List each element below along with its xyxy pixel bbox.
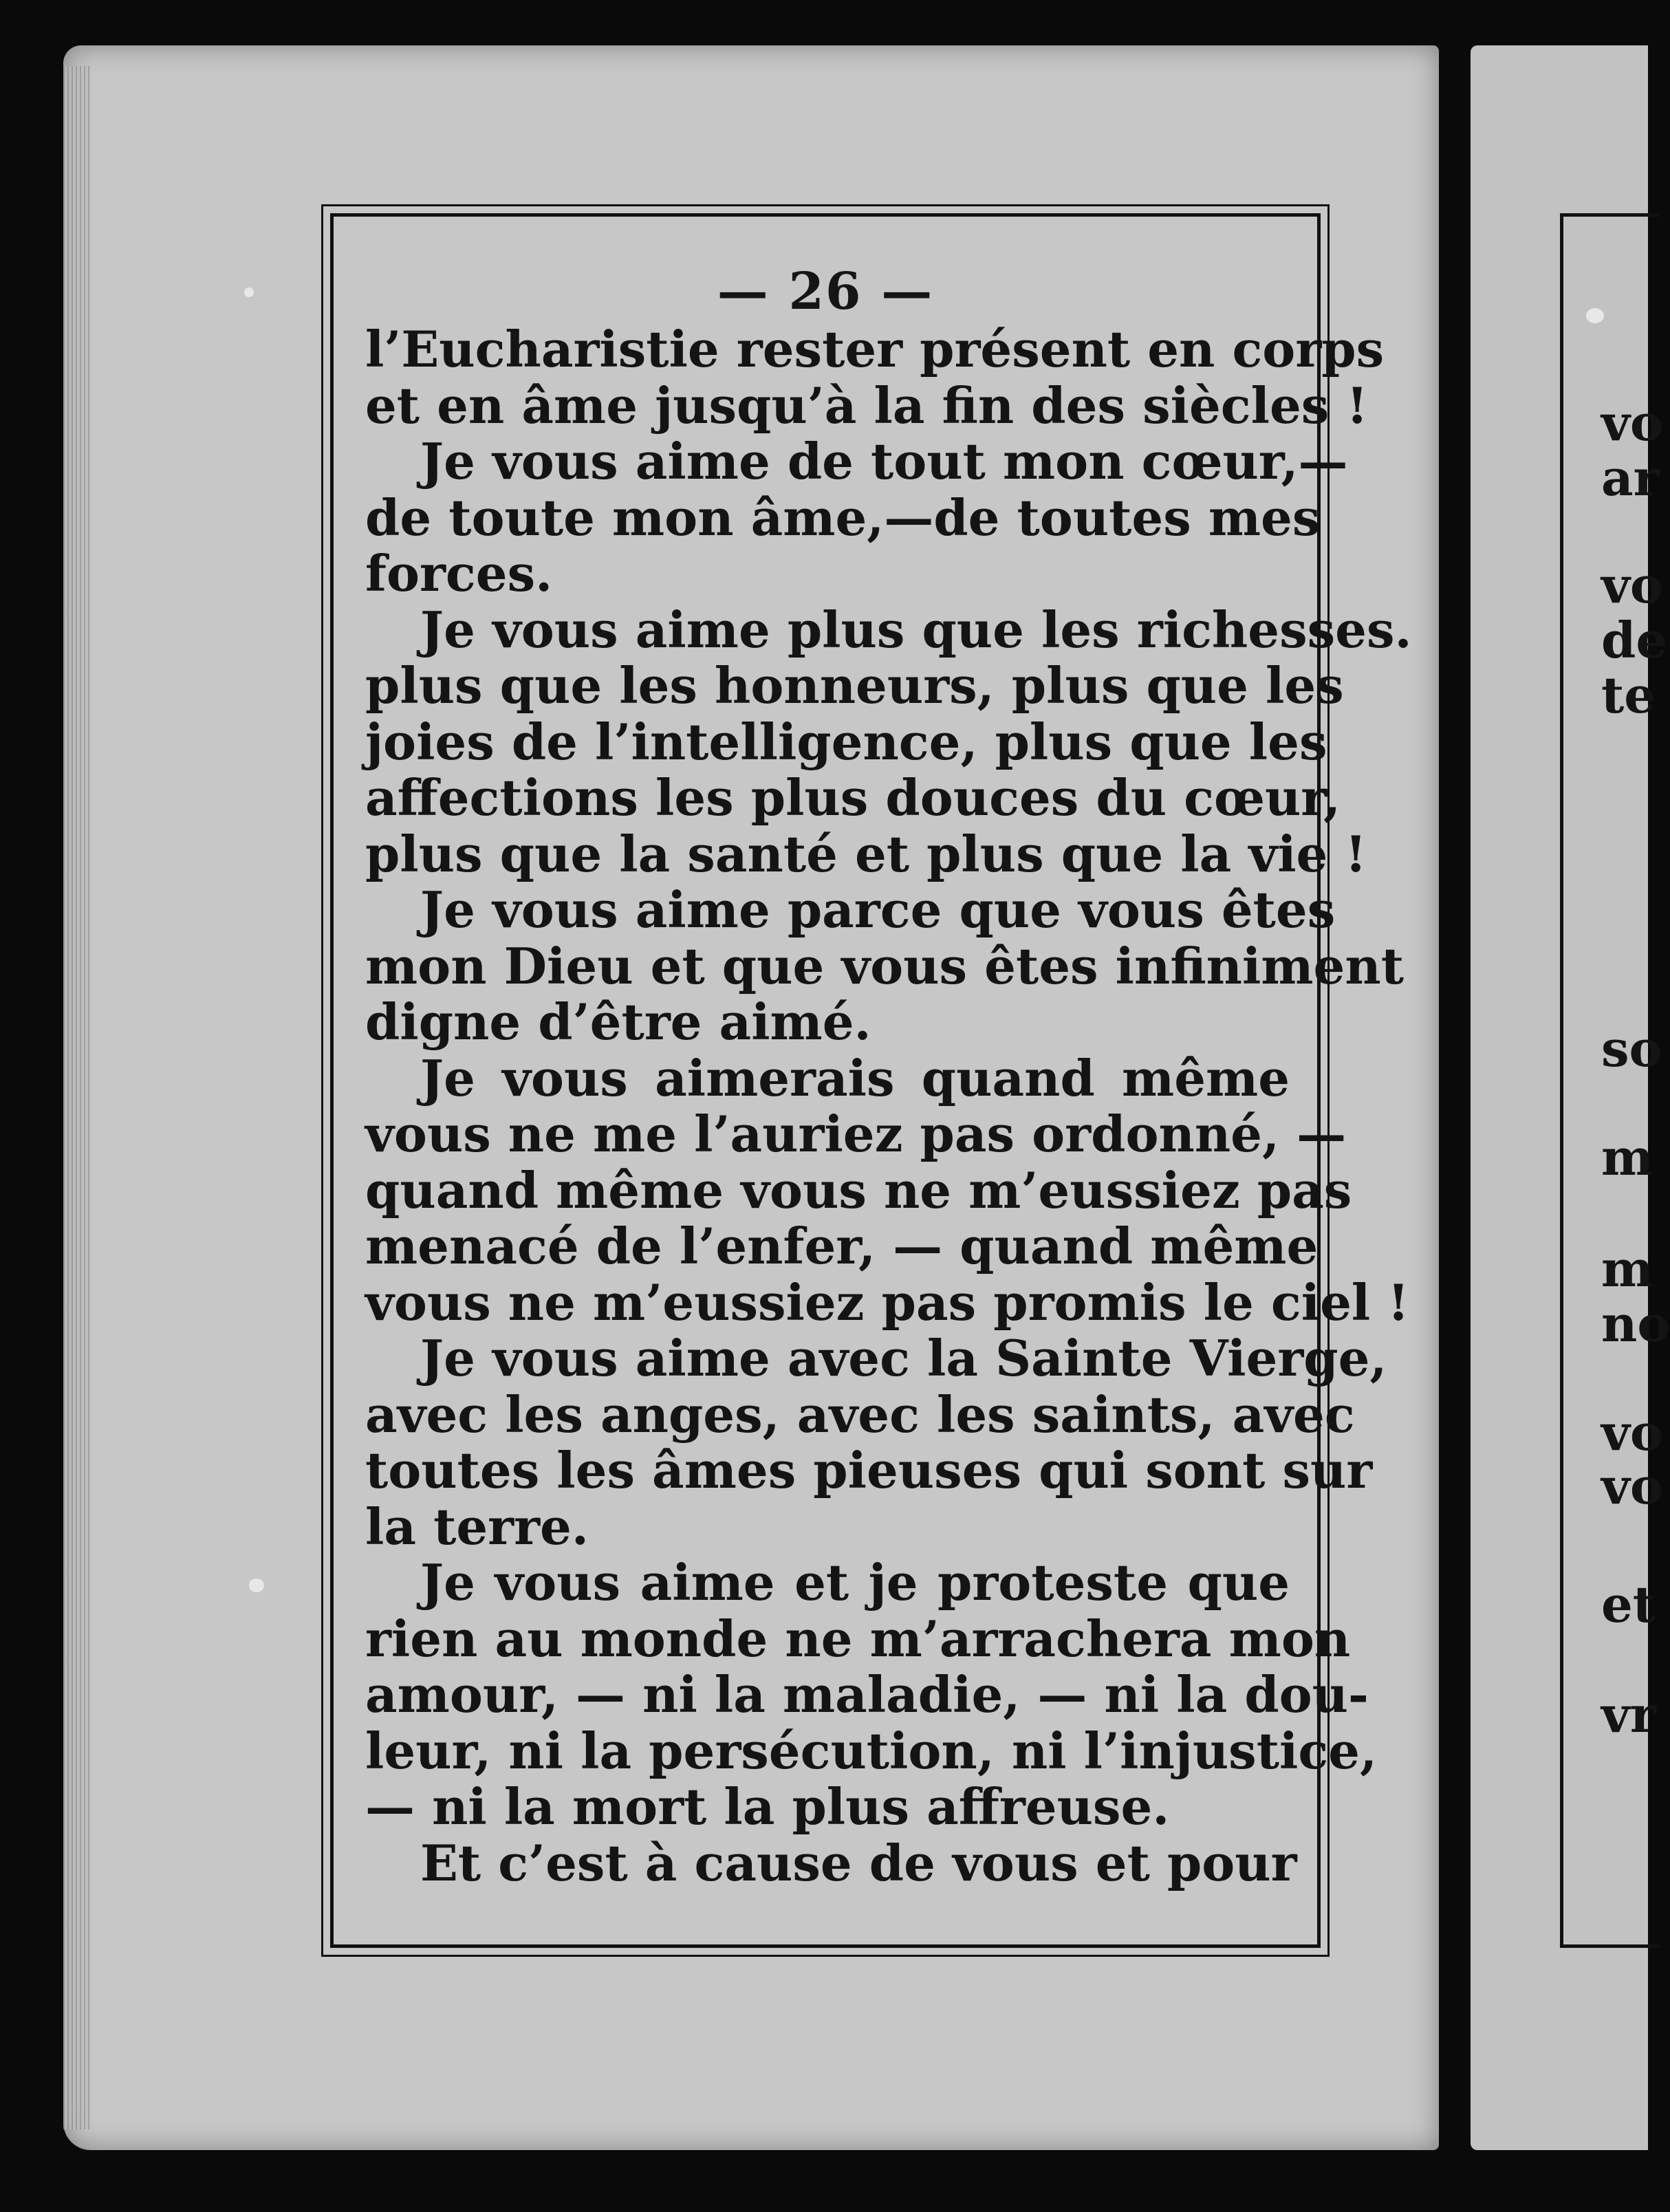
text-line: Je vous aime plus que les richesses. [420,600,1412,659]
text-line: Je vous aimerais quand même [420,1048,1290,1107]
facing-page-fragment: vo [1601,556,1663,614]
facing-page [1471,45,1670,2150]
facing-page-fragment: m [1601,1239,1654,1298]
text-frame [330,213,1412,1948]
text-line: menacé de l’enfer, — quand même [365,1217,1319,1275]
text-line: vous ne me l’auriez pas ordonné, — [365,1105,1347,1163]
text-line: digne d’être aimé. [365,993,871,1051]
text-line: l’Eucharistie rester présent en corps [365,320,1385,378]
text-line: de toute mon âme,—de toutes mes [365,488,1321,547]
text-line: amour, — ni la maladie, — ni la dou- [365,1665,1369,1724]
text-line: quand même vous ne m’eussiez pas [365,1160,1352,1219]
text-line: la terre. [365,1497,589,1556]
facing-page-fragment: vr [1601,1685,1656,1744]
text-line: toutes les âmes pieuses qui sont sur [365,1441,1373,1499]
paper-speck [249,1579,264,1592]
text-line: vous ne m’eussiez pas promis le ciel ! [365,1272,1409,1332]
text-line: plus que la santé et plus que la vie ! [365,824,1367,883]
facing-page-fragment: de [1601,611,1668,669]
facing-page-fragment: so [1601,1019,1662,1078]
facing-page-fragment: et [1601,1575,1656,1634]
body-text [365,320,1412,1892]
facing-page-fragment: no [1601,1294,1670,1353]
text-line: avec les anges, avec les saints, avec [365,1385,1355,1444]
facing-page-fragment: te [1601,666,1656,724]
facing-page-fragment: ar [1601,448,1660,507]
text-line: forces. [365,544,553,603]
facing-page-fragment: vo [1601,1403,1663,1462]
facing-page-fragment: m [1601,1128,1654,1186]
text-line: rien au monde ne m’arrachera mon [365,1609,1351,1668]
facing-page-fragment: vo [1601,393,1663,452]
text-line: affections les plus douces du cœur, [365,768,1341,827]
text-line: Je vous aime et je proteste que [420,1553,1290,1612]
left-page [63,45,1439,2150]
paper-speck [1586,308,1604,323]
text-line: — ni la mort la plus affreuse. [365,1777,1170,1836]
text-line: Et c’est à cause de vous et pour [420,1833,1297,1892]
text-line: Je vous aime de tout mon cœur,— [420,432,1348,490]
text-line: leur, ni la persécution, ni l’injustice, [365,1721,1378,1780]
text-line: Je vous aime parce que vous êtes [420,880,1336,939]
text-line: plus que les honneurs, plus que les [365,656,1344,715]
text-line: joies de l’intelligence, plus que les [365,712,1327,771]
text-line: mon Dieu et que vous êtes infiniment [365,936,1404,995]
page-number: — 26 — [717,262,934,321]
paper-speck [244,288,254,297]
facing-page-fragment: vo [1601,1457,1663,1515]
text-line: Je vous aime avec la Sainte Vierge, [420,1329,1387,1387]
text-line: et en âme jusqu’à la fin des siècles ! [365,376,1368,435]
